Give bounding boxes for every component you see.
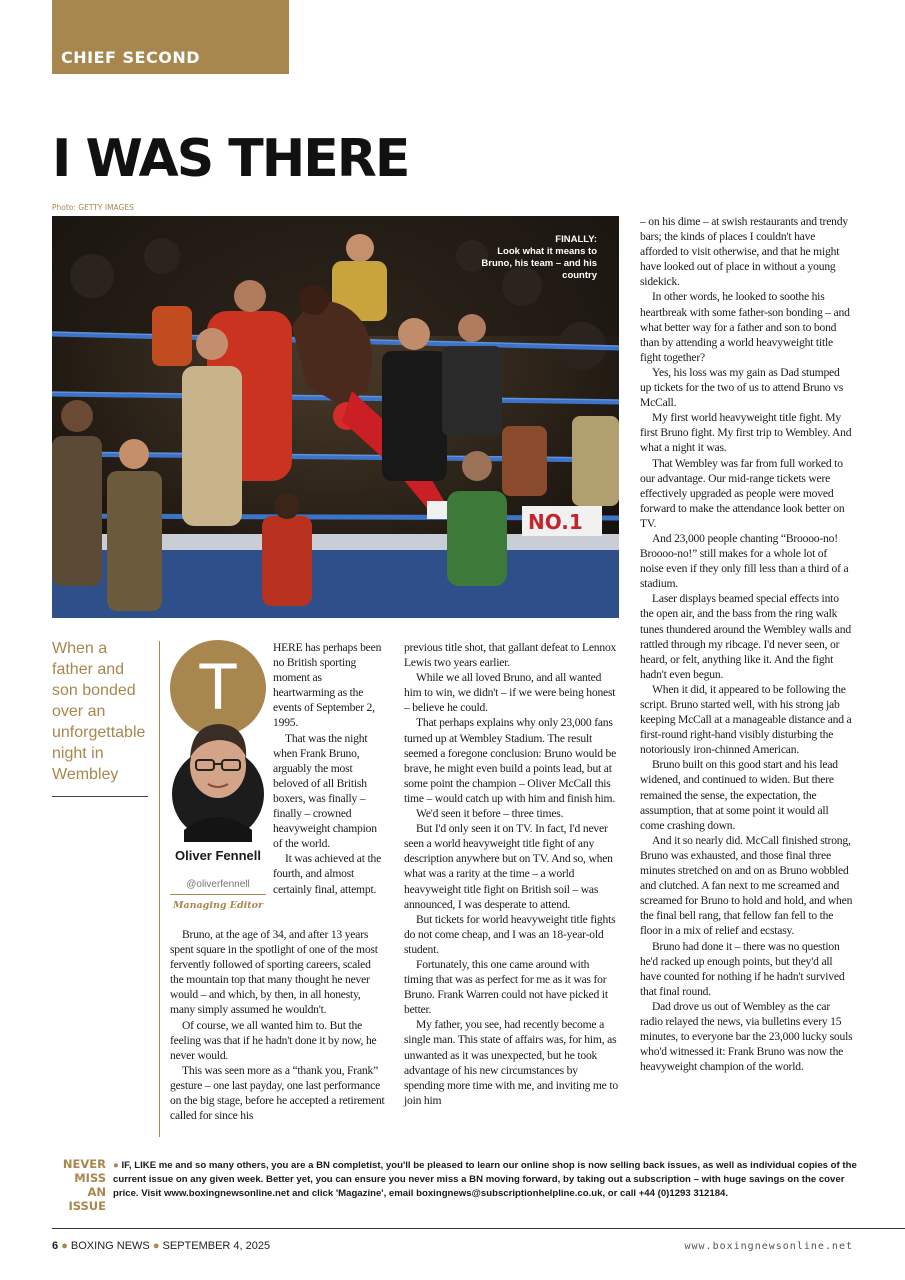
footer-folio <box>52 1240 270 1252</box>
hero-photo <box>52 216 619 618</box>
paragraph: Fortunately, this one came around with timing that was as perfect for me as it was for Bruno. Frank Warren could not have picked it better. <box>404 957 608 1017</box>
dropcap-letter: T <box>197 649 239 723</box>
paragraph: It was achieved at the fourth, and almost certainly final, attempt. <box>273 852 382 896</box>
standfirst-divider <box>52 796 148 797</box>
paragraph: Yes, his loss was my gain as Dad stumped up tickets for the two of us to attend Bruno vs McCall. <box>640 365 844 410</box>
paragraph: When it did, it appeared to be following the script. Bruno started well, with his strong jab keeping McCall at a manageable distance and a first-round right-hand visibly disturbing the notoriously iron-chinned American. <box>640 682 852 757</box>
bullet-icon: ● <box>152 1240 160 1252</box>
caption-lead: FINALLY: <box>555 234 597 245</box>
author-name: Oliver Fennell <box>175 848 261 863</box>
paragraph: That Wembley was far from full worked to our advantage. Our mid-range tickets were effectively upgraded as people were moved forward to make the attendance look better on TV. <box>640 456 845 530</box>
photo-caption <box>477 234 597 282</box>
publication-name: BOXING NEWS <box>70 1240 150 1252</box>
paragraph: Bruno had done it – there was no question he'd racked up enough points, but they'd all have counted for nothing if he hadn't survived that final round. <box>640 939 845 998</box>
footer-website[interactable]: www.boxingnewsonline.net <box>684 1241 853 1252</box>
paragraph: And 23,000 people chanting “Broooo-no! Broooo-no!” still makes for a whole lot of noise even if they only fill less than a third of a stadium. <box>640 531 849 591</box>
paragraph: previous title shot, that gallant defeat to Lennox Lewis two years earlier. <box>404 641 617 670</box>
author-divider <box>170 894 266 895</box>
paragraph: My father, you see, had recently become a single man. This state of affairs was, for him, as unwanted as it was unexpected, but he took advantage of his new circumstances by spending more time with me, and inviting me to join him <box>404 1018 618 1107</box>
issue-date: SEPTEMBER 4, 2025 <box>162 1240 271 1252</box>
section-label: CHIEF SECOND <box>61 48 200 67</box>
never-miss-line: ISSUE <box>68 1199 106 1213</box>
body-column-2 <box>404 640 618 1108</box>
paragraph: – on his dime – at swish restaurants and trendy bars; the kinds of places I couldn't have afforded to visit otherwise, and that he might have looked out of place in without a young sidekick. <box>640 215 848 289</box>
footer-divider <box>52 1228 905 1229</box>
page-number: 6 <box>52 1240 59 1252</box>
paragraph: We'd seen it before – three times. <box>416 807 564 821</box>
paragraph: This was seen more as a “thank you, Frank” gesture – one last payday, one last performance on the big stage, before he accepted a retirement called for since his <box>170 1063 385 1123</box>
photo-credit: Photo: GETTY IMAGES <box>52 203 134 212</box>
paragraph: My first world heavyweight title fight. My first Bruno fight. My first trip to Wembley. And what a night it was. <box>640 411 852 455</box>
paragraph: That perhaps explains why only 23,000 fans turned up at Wembley Stadium. The result seemed a foregone conclusion: Bruno would be brave, he might even build a points lead, but at some point the champion – Oliver McCall this time – would catch up with him and finish him. <box>404 716 617 805</box>
body-column-1-top <box>273 640 385 897</box>
section-tag <box>52 0 289 74</box>
never-miss-line: NEVER <box>62 1157 106 1171</box>
paragraph: Bruno built on this good start and his lead widened, and continued to widen. But there remained the sense, the expectation, the assumption, that at some point it would all come crashing down. <box>640 758 838 832</box>
headline: I WAS THERE <box>52 129 409 189</box>
paragraph: But I'd only seen it on TV. In fact, I'd never seen a world heavyweight title fight of any description anywhere but on TV. And so, when what was a rarity at the time – a world heavyweight title fight on British soil – was announced, I was desperate to attend. <box>404 822 613 911</box>
author-handle[interactable]: @oliverfennell <box>186 879 250 890</box>
paragraph: Laser displays beamed special effects into the open air, and the bass from the ring walk tunes thundered around the Wembley walls and rattled through my ribcage. I'd never seen, or heard, or felt, anything like it. And the fight hadn't even begun. <box>640 592 851 681</box>
author-role: Managing Editor <box>172 900 264 911</box>
never-miss-line: MISS AN <box>74 1171 106 1199</box>
paragraph: That was the night when Frank Bruno, arguably the most beloved of all British boxers, was finally – finally – crowned heavyweight champion of the world. <box>273 731 377 851</box>
body-column-3 <box>640 214 853 1074</box>
never-miss-text: IF, LIKE me and so many others, you are a BN completist, you'll be pleased to learn our online shop is now selling back issues, as well as individual copies of the current issue on any given week. Better yet, you can ensure you never miss a BN moving forward, by taking out a subscription – with huge savings on the cover price. Visit www.boxingnewsonline.net and click 'Magazine', email boxingnews@subscriptionhelpline.co.uk, or call +44 (0)1293 312184. <box>113 1160 857 1200</box>
standfirst: When a father and son bonded over an unforgettable night in Wembley <box>52 640 146 783</box>
paragraph: HERE has perhaps been no British sporting moment as heartwarming as the events of September 2, 1995. <box>273 641 382 730</box>
paragraph: Bruno, at the age of 34, and after 13 years spent square in the spotlight of one of the most fervently followed of sporting careers, scaled the mountain top that many thought he never would – and which, by then, in all honesty, many simply assumed he wouldn't. <box>170 928 378 1017</box>
paragraph: And it so nearly did. McCall finished strong, Bruno was exhausted, and those final three minutes stretched on and on as Bruno wobbled and clutched. A fan next to me screamed and screamed for Bruno to hold and hold, and when the final bell rang, that fellow fan fell to the floor in a mix of relief and ecstasy. <box>640 833 853 938</box>
paragraph: While we all loved Bruno, and all wanted him to win, we didn't – if we were being honest – believe he could. <box>404 671 616 715</box>
ring-banner: NO.1 <box>528 510 583 534</box>
bullet-icon: ● <box>113 1160 122 1171</box>
paragraph: But tickets for world heavyweight title fights do not come cheap, and I was an 18-year-old student. <box>404 912 616 956</box>
author-avatar <box>170 712 266 842</box>
paragraph: Of course, we all wanted him to. But the feeling was that if he hadn't done it by now, he never would. <box>170 1018 377 1062</box>
never-miss-heading <box>52 1157 106 1213</box>
caption-text: Look what it means to Bruno, his team – and his country <box>481 246 597 281</box>
never-miss-body <box>113 1159 858 1202</box>
body-column-1-bottom <box>170 927 386 1123</box>
paragraph: Dad drove us out of Wembley as the car radio relayed the news, via bulletins every 15 minutes, to everyone bar the 23,000 lucky souls who'd witnessed it: Frank Bruno was now the heavyweight champion of the world. <box>640 999 853 1074</box>
bullet-icon: ● <box>61 1240 68 1252</box>
paragraph: In other words, he looked to soothe his heartbreak with some father-son bonding – and what better way for a father and son to bond than by attending a world heavyweight title fight together? <box>640 290 850 364</box>
column-divider <box>159 641 160 1137</box>
